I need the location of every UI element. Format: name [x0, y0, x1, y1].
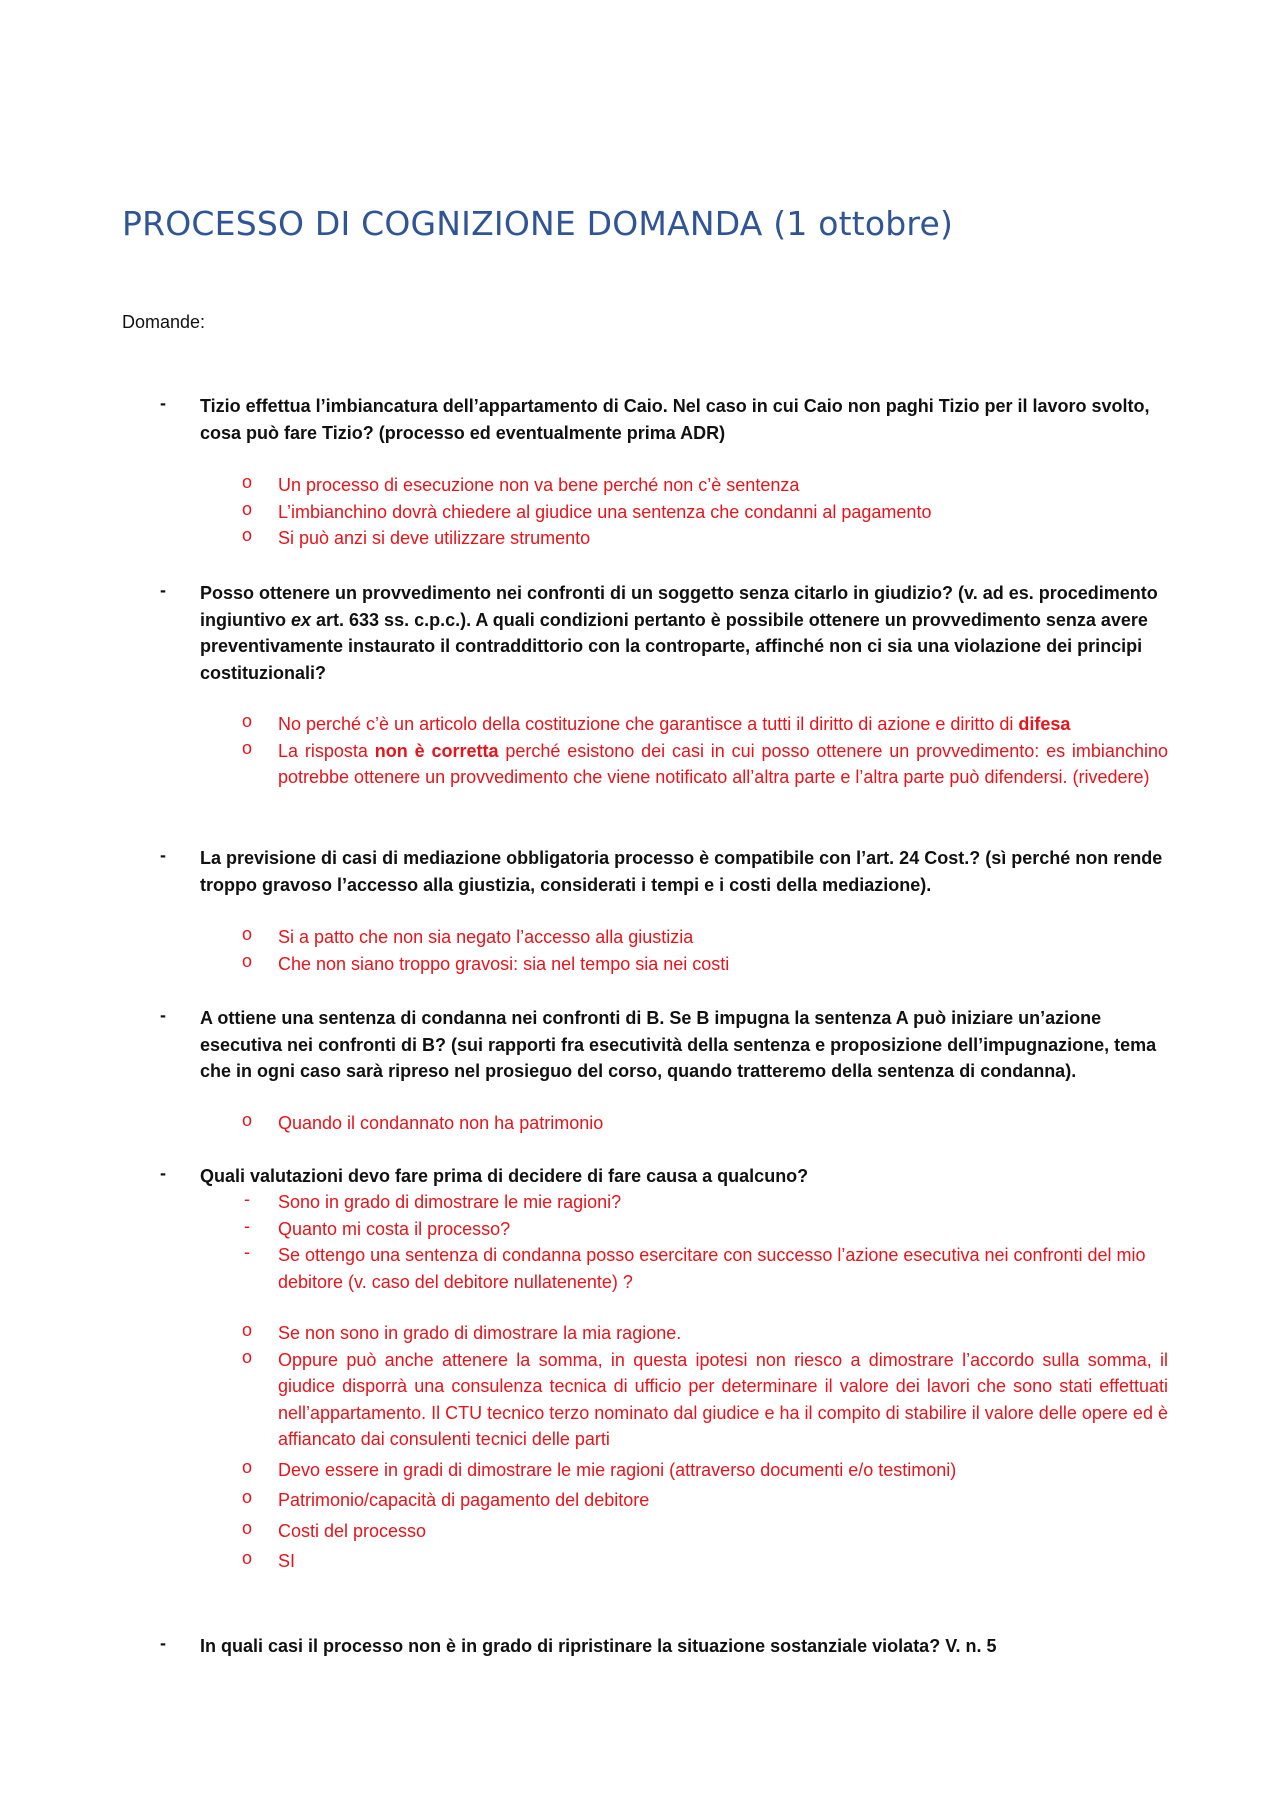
circle-bullet-icon: o	[241, 498, 252, 519]
subpoint-item: - Quanto mi costa il processo?	[0, 1216, 1280, 1243]
question-1-text: Tizio effettua l’imbiancatura dell’appartamento di Caio. Nel caso in cui Caio non paghi Tizio per il lavoro svolto, cosa può fare Tizio? (processo ed eventualmente prima ADR)	[200, 396, 1150, 443]
circle-bullet-icon: o	[241, 1548, 252, 1568]
dash-bullet: -	[160, 1633, 166, 1653]
circle-bullet-icon: o	[241, 525, 252, 545]
question-5-subpoints	[0, 1189, 1280, 1295]
question-5	[0, 1163, 1280, 1190]
answer-item: o SI	[241, 1548, 296, 1571]
circle-bullet-icon: o	[241, 737, 252, 758]
answer-item: o Quando il condannato non ha patrimonio	[241, 1110, 604, 1133]
answer-item: o Un processo di esecuzione non va bene perché non c’è sentenza	[241, 472, 800, 495]
answer-item: o Si a patto che non sia negato l’accesso alla giustizia	[241, 924, 694, 947]
circle-bullet-icon: o	[241, 924, 252, 944]
question-1	[0, 393, 1280, 446]
dash-bullet: -	[160, 1163, 166, 1183]
question-5-text: Quali valutazioni devo fare prima di decidere di fare causa a qualcuno?	[200, 1166, 809, 1186]
dash-bullet: -	[244, 1242, 250, 1262]
answer-item: o Si può anzi si deve utilizzare strumento	[241, 525, 591, 548]
answer-item: o Che non siano troppo gravosi: sia nel tempo sia nei costi	[241, 950, 730, 974]
question-6	[0, 1633, 1280, 1660]
dash-bullet: -	[244, 1189, 250, 1209]
circle-bullet-icon: o	[241, 472, 252, 492]
question-2-text: Posso ottenere un provvedimento nei confronti di un soggetto senza citarlo in giudizio? (v. ad es. procedimento ingiuntivo ex art. 633 ss. c.p.c.). A quali condizioni pertanto è possibile ottenere un provvedimento senza avere preventivamente instaurato il contraddittorio con la controparte, affinché non ci sia una violazione dei principi costituzionali?	[200, 583, 1158, 683]
answer-item: o Oppure può anche attenere la somma, in questa ipotesi non riesco a dimostrare l’accordo sulla somma, il giudice disporrà una consulenza tecnica di ufficio per determinare il valore dei lavori che sono stati effettuati nell’appartamento. Il CTU tecnico terzo nominato dal giudice e ha il compito di stabilire il valore delle opere ed è affiancato dai consulenti tecnici delle parti	[241, 1346, 1168, 1449]
circle-bullet-icon: o	[241, 711, 252, 731]
subpoint-item: - Se ottengo una sentenza di condanna posso esercitare con successo l’azione esecutiva nei confronti del mio debitore (v. caso del debitore nullatenente) ?	[0, 1242, 1280, 1295]
circle-bullet-icon: o	[241, 1487, 252, 1507]
dash-bullet: -	[160, 1005, 166, 1025]
answer-item: o Costi del processo	[241, 1517, 427, 1541]
answer-item: o Se non sono in grado di dimostrare la mia ragione.	[241, 1320, 682, 1343]
answer-item: o La risposta non è corretta perché esistono dei casi in cui posso ottenere un provvedimento: es imbianchino potrebbe ottenere un provvedimento che viene notificato all’altra parte e l’altra parte può difendersi. (rivedere)	[241, 737, 1168, 787]
dash-bullet: -	[244, 1215, 250, 1236]
question-5-answers	[0, 1320, 1280, 1575]
circle-bullet-icon: o	[241, 1346, 252, 1367]
question-1-answers	[0, 472, 1280, 552]
answer-item: o L’imbianchino dovrà chiedere al giudice una sentenza che condanni al pagamento	[241, 498, 932, 522]
answer-item: o Devo essere in gradi di dimostrare le mie ragioni (attraverso documenti e/o testimoni)	[241, 1456, 957, 1480]
intro-label: Domande:	[122, 312, 206, 332]
question-2	[0, 580, 1280, 686]
dash-bullet: -	[160, 845, 166, 865]
question-6-text: In quali casi il processo non è in grado di ripristinare la situazione sostanziale violata? V. n. 5	[200, 1636, 997, 1656]
question-3-answers	[0, 924, 1280, 977]
answer-item: o Patrimonio/capacità di pagamento del debitore	[241, 1487, 650, 1510]
question-3	[0, 845, 1280, 898]
circle-bullet-icon: o	[241, 1320, 252, 1340]
question-4	[0, 1005, 1280, 1085]
question-4-answers	[0, 1110, 1280, 1137]
circle-bullet-icon: o	[241, 1110, 252, 1130]
circle-bullet-icon: o	[241, 1517, 252, 1538]
question-3-text: La previsione di casi di mediazione obbligatoria processo è compatibile con l’art. 24 Cost.? (sì perché non rende troppo gravoso l’accesso alla giustizia, considerati i tempi e i costi della mediazione).	[200, 848, 1163, 895]
answer-item: o No perché c’è un articolo della costituzione che garantisce a tutti il diritto di azione e diritto di difesa	[241, 711, 1071, 734]
dash-bullet: -	[160, 393, 166, 413]
subpoint-item: - Sono in grado di dimostrare le mie ragioni?	[0, 1189, 1280, 1216]
question-4-text: A ottiene una sentenza di condanna nei confronti di B. Se B impugna la sentenza A può iniziare un’azione esecutiva nei confronti di B? (sui rapporti fra esecutività della sentenza e proposizione dell’impugnazione, tema che in ogni caso sarà ripreso nel prosieguo del corso, quando tratteremo della sentenza di condanna).	[200, 1008, 1157, 1081]
page-title: PROCESSO DI COGNIZIONE DOMANDA (1 ottobre)	[122, 204, 954, 243]
dash-bullet: -	[160, 580, 166, 600]
circle-bullet-icon: o	[241, 950, 252, 971]
question-2-answers	[0, 711, 1280, 791]
circle-bullet-icon: o	[241, 1456, 252, 1477]
